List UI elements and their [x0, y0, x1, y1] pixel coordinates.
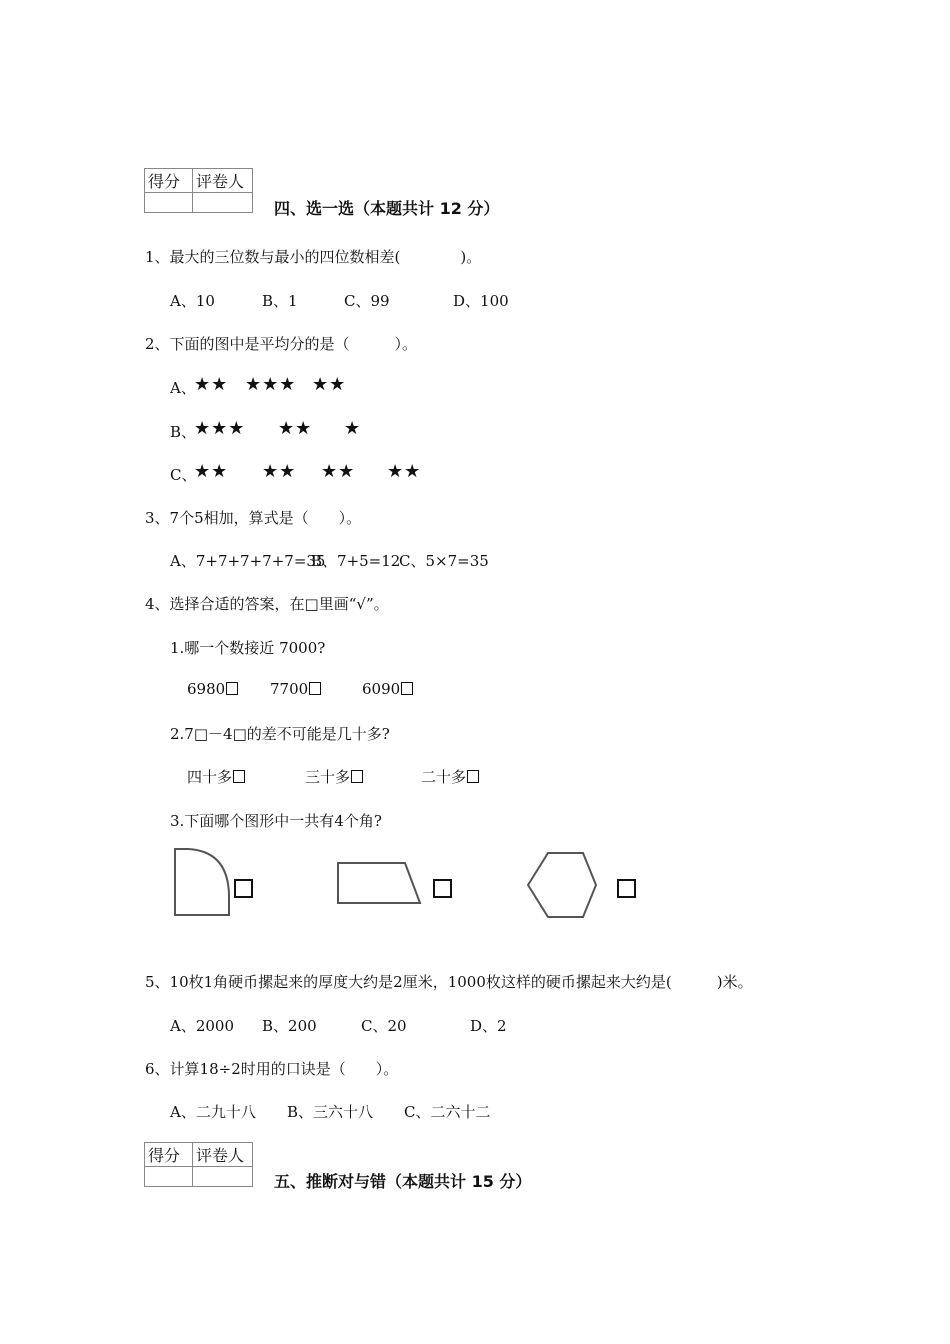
q3-option-a[interactable]: A、7+7+7+7+7=35 — [170, 552, 326, 570]
score-table-bottom — [144, 1142, 253, 1187]
q3-option-c[interactable]: C、5×7=35 — [399, 552, 489, 570]
grader-label: 评卷人 — [193, 169, 253, 193]
q2-a-star-group-2: ★★★ — [245, 374, 297, 395]
q2-c-star-group-4: ★★ — [387, 461, 422, 482]
q4-sub2-option-3[interactable]: 二十多 — [421, 766, 479, 787]
q5-text: 5、10枚1角硬币摞起来的厚度大约是2厘米，1000枚这样的硬币摞起来大约是( )米。 — [145, 973, 753, 991]
q1-option-c[interactable]: C、99 — [344, 292, 390, 310]
q6-text: 6、计算18÷2时用的口诀是（ ）。 — [145, 1060, 399, 1078]
q5-option-d[interactable]: D、2 — [470, 1017, 507, 1035]
q2-c-star-group-3: ★★ — [321, 461, 356, 482]
section4-title: 四、选一选（本题共计 12 分） — [274, 199, 500, 218]
q2-c-star-group-1: ★★ — [194, 461, 229, 482]
q4-sub1-option-3[interactable]: 6090 — [362, 680, 413, 698]
quarter-round-shape — [175, 849, 229, 915]
q4-text: 4、选择合适的答案，在□里画“√”。 — [145, 595, 389, 613]
q2-a-star-group-3: ★★ — [312, 374, 347, 395]
trapezoid-shape — [338, 863, 420, 903]
q1-text: 1、最大的三位数与最小的四位数相差( )。 — [145, 248, 482, 266]
checkbox[interactable] — [467, 770, 479, 783]
q4-sub2-text: 2.7□－4□的差不可能是几十多? — [170, 725, 390, 743]
score-label: 得分 — [145, 1143, 193, 1167]
q1-option-d[interactable]: D、100 — [453, 292, 509, 310]
shape-1-checkbox[interactable] — [234, 879, 253, 898]
shape-3-checkbox[interactable] — [617, 879, 636, 898]
q6-option-c[interactable]: C、二六十二 — [404, 1103, 491, 1121]
shape-2-checkbox[interactable] — [433, 879, 452, 898]
q5-option-a[interactable]: A、2000 — [170, 1017, 235, 1035]
q4-sub2-option-1[interactable]: 四十多 — [187, 766, 245, 787]
checkbox[interactable] — [309, 682, 321, 695]
q2-option-c-label[interactable]: C、 — [170, 466, 197, 484]
q1-option-b[interactable]: B、1 — [262, 292, 298, 310]
grader-label: 评卷人 — [193, 1143, 253, 1167]
q1-option-a[interactable]: A、10 — [170, 292, 215, 310]
q4-sub1-text: 1.哪一个数接近 7000? — [170, 639, 326, 657]
checkbox[interactable] — [226, 682, 238, 695]
grader-cell[interactable] — [193, 1167, 253, 1187]
q4-sub1-option-2[interactable]: 7700 — [270, 680, 321, 698]
q6-option-b[interactable]: B、三六十八 — [287, 1103, 374, 1121]
q2-b-star-group-2: ★★ — [278, 418, 313, 439]
q4-sub1-option-1[interactable]: 6980 — [187, 680, 238, 698]
hexagon-shape — [528, 853, 596, 917]
checkbox[interactable] — [351, 770, 363, 783]
q6-option-a[interactable]: A、二九十八 — [170, 1103, 256, 1121]
q2-text: 2、下面的图中是平均分的是（ ）。 — [145, 335, 418, 353]
q2-option-a-label[interactable]: A、 — [170, 379, 196, 397]
q4-sub2-option-2[interactable]: 三十多 — [305, 766, 363, 787]
score-table-top — [144, 168, 253, 213]
score-cell[interactable] — [145, 1167, 193, 1187]
q2-c-star-group-2: ★★ — [262, 461, 297, 482]
q3-option-b[interactable]: B、7+5=12 — [311, 552, 401, 570]
section5-title: 五、推断对与错（本题共计 15 分） — [274, 1172, 532, 1191]
score-label: 得分 — [145, 169, 193, 193]
checkbox[interactable] — [401, 682, 413, 695]
q2-option-b-label[interactable]: B、 — [170, 423, 197, 441]
q4-sub3-text: 3.下面哪个图形中一共有4个角? — [170, 812, 382, 830]
score-cell[interactable] — [145, 193, 193, 213]
q2-b-star-group-1: ★★★ — [194, 418, 246, 439]
q5-option-b[interactable]: B、200 — [262, 1017, 317, 1035]
q3-text: 3、7个5相加，算式是（ ）。 — [145, 509, 362, 527]
q5-option-c[interactable]: C、20 — [361, 1017, 407, 1035]
q2-a-star-group-1: ★★ — [194, 374, 229, 395]
q2-b-star-group-3: ★ — [344, 418, 362, 439]
checkbox[interactable] — [233, 770, 245, 783]
grader-cell[interactable] — [193, 193, 253, 213]
